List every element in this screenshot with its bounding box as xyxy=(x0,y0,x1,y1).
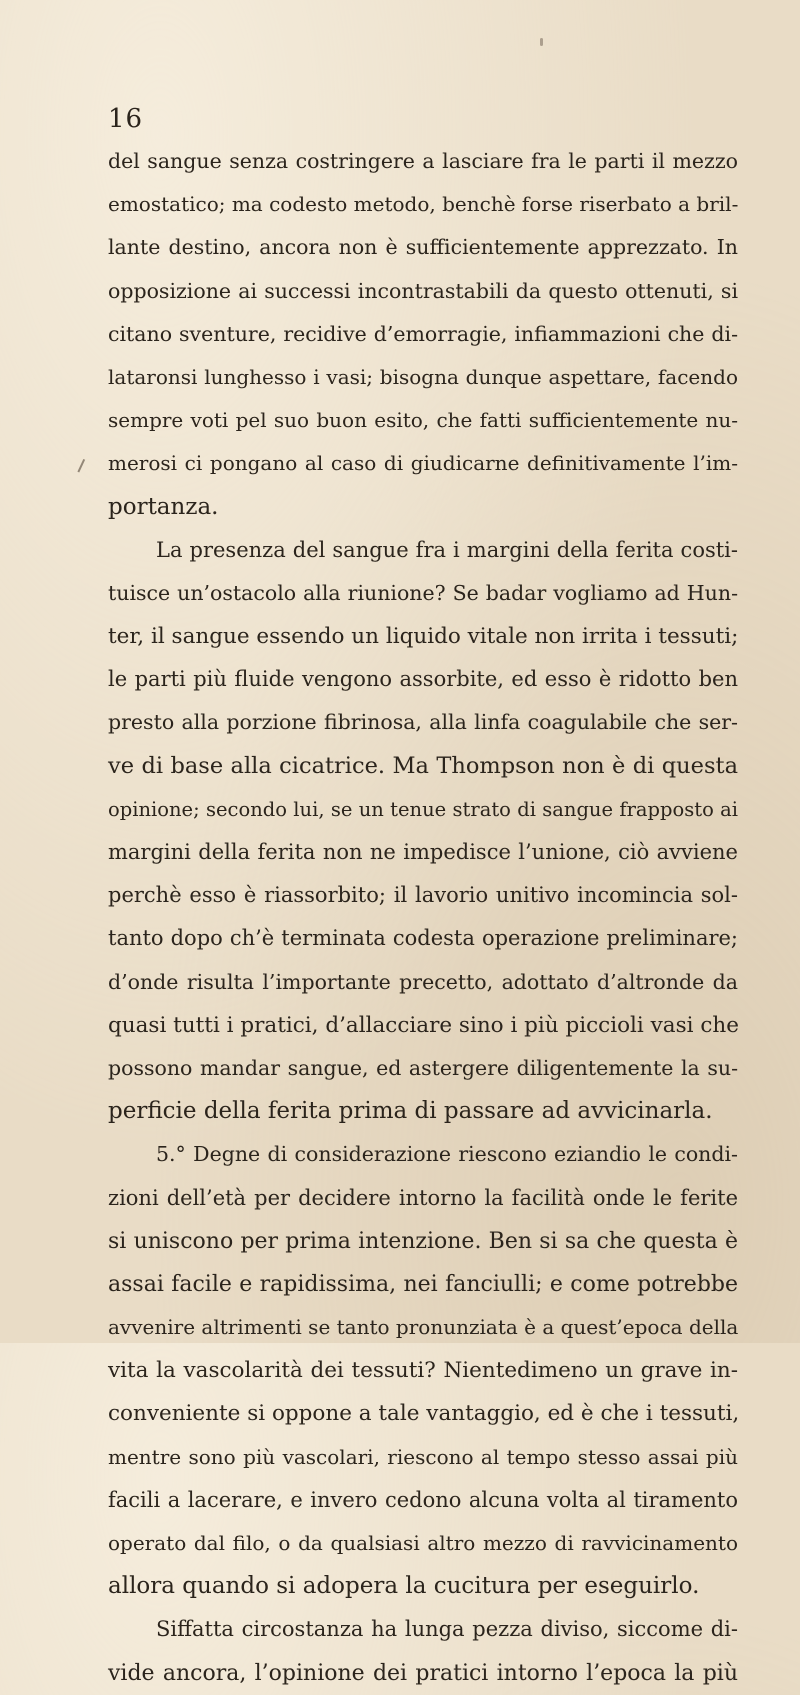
text-line: presto alla porzione fibrinosa, alla linfa coagulabile che ser- xyxy=(108,710,738,735)
text-line: allora quando si adopera la cucitura per eseguirlo. xyxy=(108,1573,700,1600)
text-line: d’onde risulta l’importante precetto, adottato d’altronde da xyxy=(108,969,738,994)
paper-speck xyxy=(540,38,543,46)
text-line: citano sventure, recidive d’emorragie, infiammazioni che di- xyxy=(108,321,738,346)
text-line: si uniscono per prima intenzione. Ben si sa che questa è xyxy=(108,1228,738,1254)
text-line: facili a lacerare, e invero cedono alcuna volta al tiramento xyxy=(108,1487,738,1512)
text-line: lante destino, ancora non è sufficientemente apprezzato. In xyxy=(108,235,738,260)
text-line: tuisce un’ostacolo alla riunione? Se badar vogliamo ad Hun- xyxy=(108,580,738,605)
text-line: quasi tutti i pratici, d’allacciare sino i più piccioli vasi che xyxy=(108,1012,739,1038)
text-line: portanza. xyxy=(108,493,219,520)
text-line: mentre sono più vascolari, riescono al tempo stesso assai più xyxy=(108,1444,738,1469)
page-number: 16 xyxy=(108,104,144,134)
text-line: zioni dell’età per decidere intorno la facilità onde le ferite xyxy=(108,1185,738,1210)
text-line: 5.° Degne di considerazione riescono eziandio le condi- xyxy=(156,1142,738,1167)
text-line: del sangue senza costringere a lasciare fra le parti il mezzo xyxy=(108,149,738,173)
text-line: emostatico; ma codesto metodo, benchè forse riserbato a bril- xyxy=(108,192,739,217)
text-line: opposizione ai successi incontrastabili da questo ottenuti, si xyxy=(108,278,738,303)
body-text xyxy=(108,140,738,1695)
margin-mark xyxy=(77,459,90,475)
text-line: avvenire altrimenti se tanto pronunziata è a quest’epoca della xyxy=(108,1315,739,1340)
text-line: sempre voti pel suo buon esito, che fatti sufficientemente nu- xyxy=(108,408,738,433)
text-line: ter, il sangue essendo un liquido vitale non irrita i tessuti; xyxy=(108,624,739,650)
text-line: operato dal filo, o da qualsiasi altro mezzo di ravvicinamento xyxy=(108,1531,738,1555)
text-line: possono mandar sangue, ed astergere diligentemente la su- xyxy=(108,1055,738,1080)
text-line: vita la vascolarità dei tessuti? Nientedimeno un grave in- xyxy=(108,1358,738,1384)
text-line: tanto dopo ch’è terminata codesta operazione preliminare; xyxy=(108,926,738,951)
text-line: lataronsi lunghesso i vasi; bisogna dunque aspettare, facendo xyxy=(108,364,738,389)
text-line: vide ancora, l’opinione dei pratici intorno l’epoca la più xyxy=(108,1660,738,1686)
text-line: merosi ci pongano al caso di giudicarne definitivamente l’im- xyxy=(108,451,738,476)
text-line: margini della ferita non ne impedisce l’unione, ciò avviene xyxy=(108,840,738,864)
text-line: La presenza del sangue fra i margini della ferita costi- xyxy=(156,537,738,562)
text-line: Siffatta circostanza ha lunga pezza diviso, siccome di- xyxy=(156,1617,738,1642)
text-line: ve di base alla cicatrice. Ma Thompson non è di questa xyxy=(108,752,738,779)
text-line: opinione; secondo lui, se un tenue strato di sangue frapposto ai xyxy=(108,797,738,821)
text-line: le parti più fluide vengono assorbite, ed esso è ridotto ben xyxy=(108,667,738,692)
text-line: perchè esso è riassorbito; il lavorio unitivo incomincia sol- xyxy=(108,883,738,908)
text-line: assai facile e rapidissima, nei fanciulli; e come potrebbe xyxy=(108,1271,738,1297)
text-line: perficie della ferita prima di passare ad avvicinarla. xyxy=(108,1098,713,1125)
text-line: conveniente si oppone a tale vantaggio, ed è che i tessuti, xyxy=(108,1401,740,1427)
